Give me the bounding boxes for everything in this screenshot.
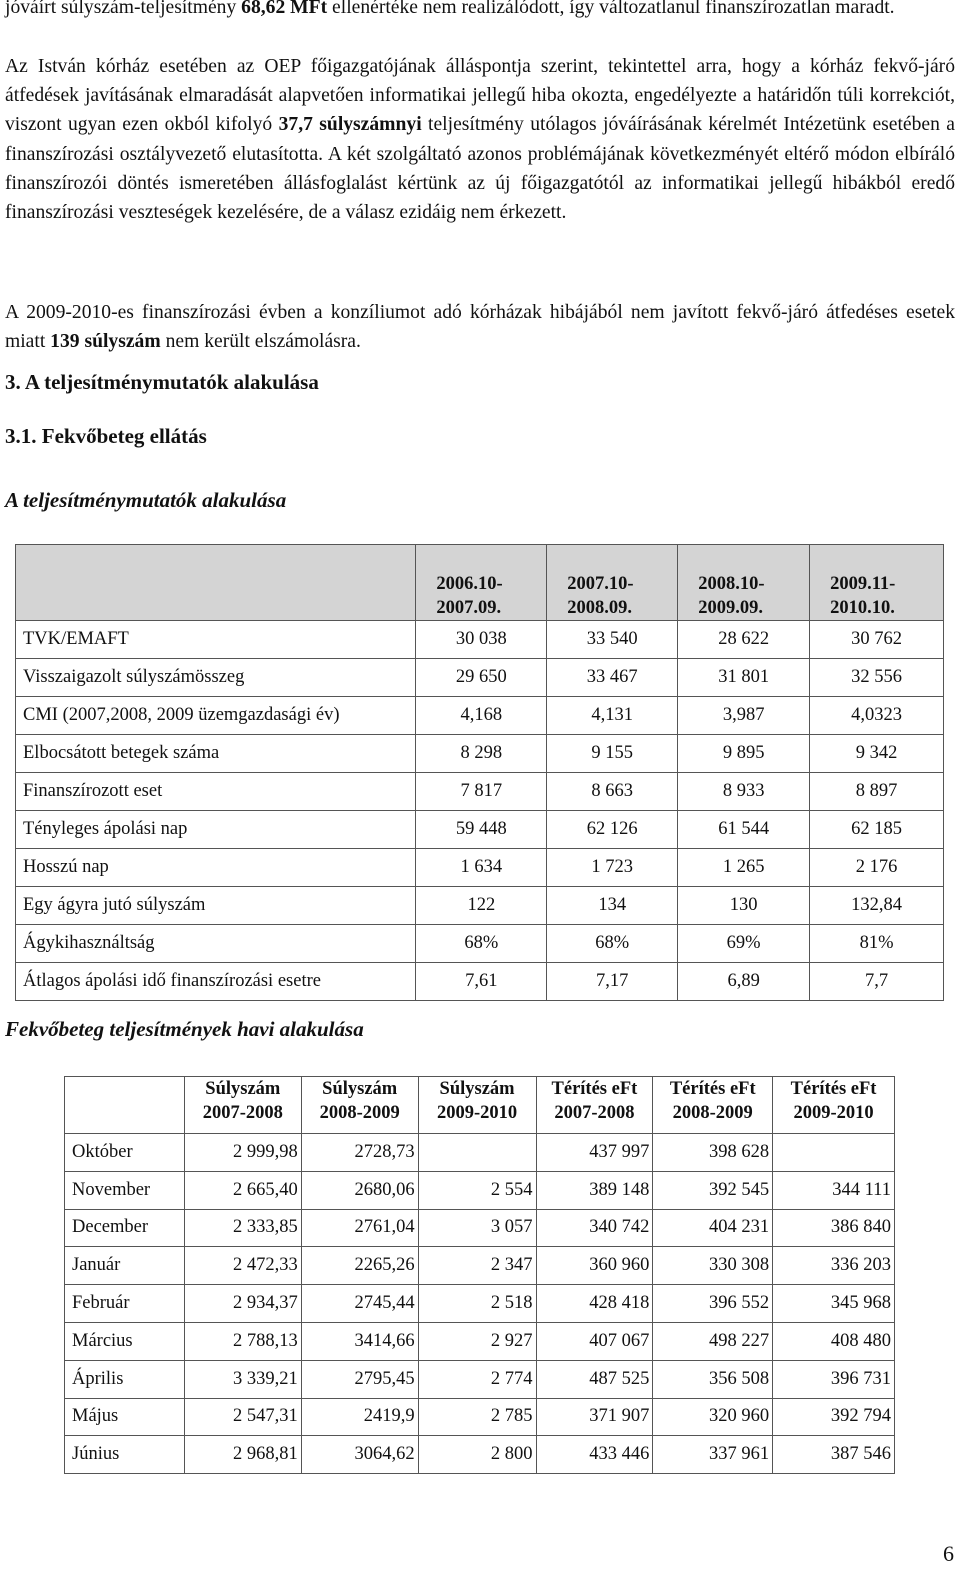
table-row [16, 849, 944, 887]
cell: 7,61 [416, 963, 547, 1001]
header-line: Súlyszám [205, 1079, 281, 1099]
cell: 360 960 [536, 1247, 653, 1285]
header-line: Súlyszám [439, 1079, 515, 1099]
header-line: Térítés eFt [790, 1079, 877, 1099]
table-row [16, 811, 944, 849]
table-row [16, 735, 944, 773]
table-row [65, 1171, 895, 1209]
year-header [678, 545, 810, 621]
cell: 2 472,33 [184, 1247, 301, 1285]
cell: 340 742 [536, 1209, 653, 1247]
cell: 8 897 [810, 773, 944, 811]
header-line: 2007-2008 [554, 1103, 635, 1123]
row-label: CMI (2007,2008, 2009 üzemgazdasági év) [16, 697, 416, 735]
cell: 8 663 [547, 773, 678, 811]
cell: 2 665,40 [184, 1171, 301, 1209]
cell: 386 840 [773, 1209, 895, 1247]
monthly-performance-table [64, 1076, 895, 1474]
cell: 487 525 [536, 1360, 653, 1398]
cell: 32 556 [810, 659, 944, 697]
cell [418, 1134, 536, 1172]
cell: 3 339,21 [184, 1360, 301, 1398]
cell: 396 552 [653, 1285, 773, 1323]
cell: 9 342 [810, 735, 944, 773]
cell: 2 800 [418, 1436, 536, 1474]
cell: 2 518 [418, 1285, 536, 1323]
intro-paragraph-2 [5, 52, 955, 227]
cell: 62 185 [810, 811, 944, 849]
cell: 389 148 [536, 1171, 653, 1209]
bold-amount: 37,7 súlyszámnyi [278, 114, 422, 136]
month-label: Június [65, 1436, 185, 1474]
cell: 396 731 [773, 1360, 895, 1398]
month-label: Április [65, 1360, 185, 1398]
cell: 3,987 [678, 697, 810, 735]
cell: 320 960 [653, 1398, 773, 1436]
month-label: December [65, 1209, 185, 1247]
row-label: Átlagos ápolási idő finanszírozási esetre [16, 963, 416, 1001]
year-start: 2009.11- [830, 574, 896, 594]
cell: 330 308 [653, 1247, 773, 1285]
table-header-row [16, 545, 944, 621]
table-row [65, 1322, 895, 1360]
month-label: Október [65, 1134, 185, 1172]
cell: 30 762 [810, 621, 944, 659]
cell: 28 622 [678, 621, 810, 659]
cell: 4,0323 [810, 697, 944, 735]
cell: 132,84 [810, 887, 944, 925]
year-end: 2009.09. [698, 598, 763, 618]
month-label: Március [65, 1322, 185, 1360]
cell: 68% [547, 925, 678, 963]
row-label: Elbocsátott betegek száma [16, 735, 416, 773]
cell: 2 999,98 [184, 1134, 301, 1172]
text-run: A 2009-2010-es finanszírozási évben a konzíliumot adó kórházak hibájából nem javított fekvő-járó átfedéses esetek miatt [5, 302, 955, 353]
cell: 344 111 [773, 1171, 895, 1209]
cell: 2419,9 [301, 1398, 418, 1436]
cell: 2728,73 [301, 1134, 418, 1172]
text-run: jóváírt súlyszám-teljesítmény [5, 0, 242, 18]
header-line: 2008-2009 [319, 1103, 400, 1123]
text-run: teljesítmény utólagos jóváírásának kérelmét Intézetünk esetében a finanszírozási osztályvezető elutasította. A két szolgáltató azonos problémájának következményét eltérő módon elbíráló finanszírozói döntés ismeretében állásfoglalást kértünk az új főigazgatótól az informatikai jellegű hibákból eredő finanszírozási veszteségek kezelésére, de a válasz ezidáig nem érkezett. [5, 114, 955, 224]
year-header [547, 545, 678, 621]
row-label: Hosszú nap [16, 849, 416, 887]
table-row [16, 773, 944, 811]
table-row [16, 621, 944, 659]
text-run: nem került elszámolásra. [160, 331, 361, 353]
cell: 398 628 [653, 1134, 773, 1172]
table-row [65, 1209, 895, 1247]
header-line: Térítés eFt [669, 1079, 756, 1099]
header-blank-cell [65, 1077, 185, 1134]
header-line: 2009-2010 [793, 1103, 874, 1123]
cell: 2 968,81 [184, 1436, 301, 1474]
cell: 59 448 [416, 811, 547, 849]
cell: 2265,26 [301, 1247, 418, 1285]
cell: 81% [810, 925, 944, 963]
cell: 2 547,31 [184, 1398, 301, 1436]
header-blank-cell [16, 545, 416, 621]
cell: 134 [547, 887, 678, 925]
cell: 7 817 [416, 773, 547, 811]
bold-amount: 68,62 MFt [241, 0, 328, 18]
table-row [65, 1285, 895, 1323]
intro-paragraph-1 [5, 0, 955, 22]
row-label: Ágykihasználtság [16, 925, 416, 963]
cell: 336 203 [773, 1247, 895, 1285]
text-run: Az István kórház esetében az OEP főigazgatójának álláspontja szerint, tekintettel arra, hogy a kórház fekvő-járó átfedések javításának elmaradását alapvetően informatikai jellegű hiba okozta, engedélyezte a határidőn túli korrekciót, viszont ugyan ezen okból kifolyó [5, 56, 955, 136]
table-row [16, 659, 944, 697]
cell: 33 540 [547, 621, 678, 659]
cell: 392 545 [653, 1171, 773, 1209]
cell: 2745,44 [301, 1285, 418, 1323]
cell: 2 927 [418, 1322, 536, 1360]
cell: 9 895 [678, 735, 810, 773]
month-label: November [65, 1171, 185, 1209]
year-start: 2006.10- [436, 574, 503, 594]
table-row [16, 925, 944, 963]
row-label: Visszaigazolt súlyszámösszeg [16, 659, 416, 697]
cell: 407 067 [536, 1322, 653, 1360]
column-header [773, 1077, 895, 1134]
table-row [65, 1360, 895, 1398]
year-start: 2008.10- [698, 574, 765, 594]
table-row [16, 697, 944, 735]
section-heading: 3. A teljesítménymutatók alakulása [5, 370, 319, 394]
cell: 69% [678, 925, 810, 963]
cell: 68% [416, 925, 547, 963]
cell: 1 634 [416, 849, 547, 887]
performance-indicators-table [15, 544, 944, 1001]
cell: 371 907 [536, 1398, 653, 1436]
cell: 2 176 [810, 849, 944, 887]
row-label: Finanszírozott eset [16, 773, 416, 811]
cell: 2761,04 [301, 1209, 418, 1247]
header-line: 2007-2008 [202, 1103, 283, 1123]
cell [773, 1134, 895, 1172]
cell: 345 968 [773, 1285, 895, 1323]
cell: 437 997 [536, 1134, 653, 1172]
table-row [65, 1247, 895, 1285]
cell: 433 446 [536, 1436, 653, 1474]
cell: 387 546 [773, 1436, 895, 1474]
page-number: 6 [943, 1541, 954, 1566]
cell: 33 467 [547, 659, 678, 697]
cell: 3414,66 [301, 1322, 418, 1360]
cell: 61 544 [678, 811, 810, 849]
cell: 3064,62 [301, 1436, 418, 1474]
cell: 2795,45 [301, 1360, 418, 1398]
year-start: 2007.10- [567, 574, 634, 594]
cell: 2 333,85 [184, 1209, 301, 1247]
table1-title: A teljesítménymutatók alakulása [5, 488, 287, 512]
cell: 3 057 [418, 1209, 536, 1247]
table-header-row [65, 1077, 895, 1134]
cell: 2 554 [418, 1171, 536, 1209]
cell: 1 723 [547, 849, 678, 887]
table-row [65, 1134, 895, 1172]
cell: 356 508 [653, 1360, 773, 1398]
cell: 8 933 [678, 773, 810, 811]
table2-title: Fekvőbeteg teljesítmények havi alakulása [5, 1017, 364, 1041]
column-header [536, 1077, 653, 1134]
cell: 2680,06 [301, 1171, 418, 1209]
row-label: Tényleges ápolási nap [16, 811, 416, 849]
header-line: Súlyszám [322, 1079, 398, 1099]
year-end: 2010.10. [830, 598, 895, 618]
cell: 4,131 [547, 697, 678, 735]
cell: 408 480 [773, 1322, 895, 1360]
cell: 428 418 [536, 1285, 653, 1323]
cell: 7,7 [810, 963, 944, 1001]
cell: 392 794 [773, 1398, 895, 1436]
bold-amount: 139 súlyszám [50, 331, 161, 353]
subsection-heading: 3.1. Fekvőbeteg ellátás [5, 424, 207, 448]
row-label: TVK/EMAFT [16, 621, 416, 659]
cell: 31 801 [678, 659, 810, 697]
cell: 6,89 [678, 963, 810, 1001]
cell: 7,17 [547, 963, 678, 1001]
intro-paragraph-3 [5, 298, 955, 356]
cell: 122 [416, 887, 547, 925]
header-line: Térítés eFt [551, 1079, 638, 1099]
cell: 130 [678, 887, 810, 925]
header-line: 2009-2010 [436, 1103, 518, 1123]
cell: 8 298 [416, 735, 547, 773]
cell: 337 961 [653, 1436, 773, 1474]
month-label: Május [65, 1398, 185, 1436]
month-label: Február [65, 1285, 185, 1323]
cell: 498 227 [653, 1322, 773, 1360]
year-end: 2008.09. [567, 598, 633, 618]
cell: 2 347 [418, 1247, 536, 1285]
row-label: Egy ágyra jutó súlyszám [16, 887, 416, 925]
header-line: 2008-2009 [672, 1103, 753, 1123]
cell: 30 038 [416, 621, 547, 659]
text-run: ellenértéke nem realizálódott, így változatlanul finanszírozatlan maradt. [327, 0, 895, 18]
column-header [418, 1077, 536, 1134]
year-end: 2007.09. [436, 598, 502, 618]
table-row [16, 887, 944, 925]
cell: 404 231 [653, 1209, 773, 1247]
cell: 29 650 [416, 659, 547, 697]
year-header [810, 545, 944, 621]
cell: 2 774 [418, 1360, 536, 1398]
column-header [301, 1077, 418, 1134]
table-row [16, 963, 944, 1001]
table-row [65, 1436, 895, 1474]
cell: 1 265 [678, 849, 810, 887]
cell: 2 934,37 [184, 1285, 301, 1323]
cell: 62 126 [547, 811, 678, 849]
cell: 9 155 [547, 735, 678, 773]
table-row [65, 1398, 895, 1436]
column-header [184, 1077, 301, 1134]
column-header [653, 1077, 773, 1134]
cell: 2 788,13 [184, 1322, 301, 1360]
month-label: Január [65, 1247, 185, 1285]
cell: 2 785 [418, 1398, 536, 1436]
year-header [416, 545, 547, 621]
cell: 4,168 [416, 697, 547, 735]
